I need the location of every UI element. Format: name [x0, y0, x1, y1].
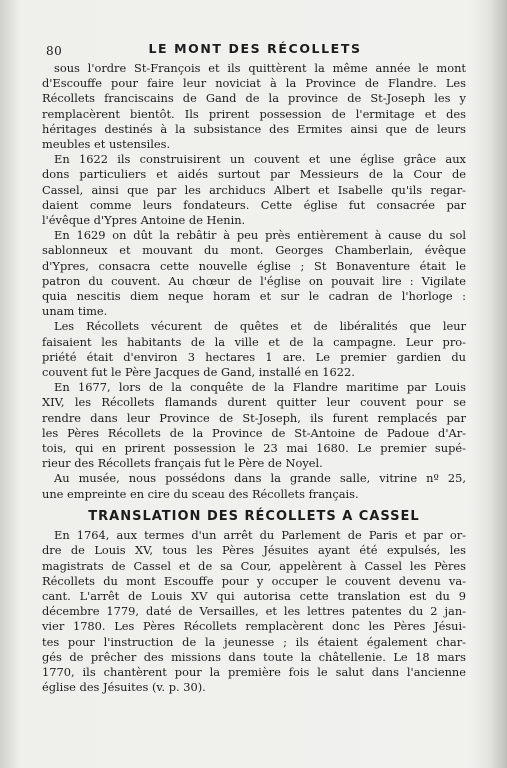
paragraphs-after-section: [42, 528, 466, 695]
text-line: Au musée, nous possédons dans la grande salle, vitrine nº 25,: [54, 471, 466, 486]
text-line: faisaient les habitants de la ville et de la campagne. Leur pro-: [42, 334, 466, 349]
text-line: les Pères Récollets de la Province de St-Antoine de Padoue d'Ar-: [42, 425, 466, 440]
text-line: sablonneux et mouvant du mont. Georges Chamberlain, évêque: [42, 243, 466, 258]
page-header: [40, 40, 470, 60]
text-line: XIV, les Récollets flamands durent quitter leur couvent pour se: [42, 395, 466, 410]
text-line: tes pour l'instruction de la jeunesse ; ils étaient également char-: [42, 634, 466, 649]
text-line: rendre dans leur Province de St-Joseph, ils furent remplacés par: [42, 410, 466, 425]
paragraph: [42, 152, 466, 228]
text-line: 1770, ils chantèrent pour la première fois le salut dans l'ancienne: [42, 664, 466, 679]
text-line: meubles et ustensiles.: [42, 137, 171, 152]
paragraphs-before-section: [42, 61, 466, 502]
paragraph: [42, 380, 466, 471]
section-title: TRANSLATION DES RÉCOLLETS A CASSEL: [88, 508, 420, 524]
text-line: En 1764, aux termes d'un arrêt du Parlement de Paris et par or-: [54, 528, 466, 543]
paragraph: [42, 471, 466, 501]
text-line: patron du couvent. Au chœur de l'église on pouvait lire : Vigilate: [42, 273, 466, 288]
paragraph: [42, 61, 466, 152]
running-title: LE MONT DES RÉCOLLETS: [148, 41, 362, 56]
text-line: vier 1780. Les Pères Récollets remplacèrent donc les Pères Jésui-: [42, 619, 466, 634]
text-line: priété était d'environ 3 hectares 1 are. Le premier gardien du: [42, 349, 466, 364]
paragraph: [42, 528, 466, 695]
text-line: héritages destinés à la subsistance des Ermites ainsi que de leurs: [42, 121, 466, 136]
text-line: d'Ypres, consacra cette nouvelle église ; St Bonaventure était le: [42, 258, 466, 273]
text-line: En 1622 ils construisirent un couvent et une église grâce aux: [54, 152, 466, 167]
text-line: unam time.: [42, 304, 108, 319]
text-line: dre de Louis XV, tous les Pères Jésuites ayant été expulsés, les: [42, 543, 466, 558]
text-line: En 1629 on dût la rebâtir à peu près entièrement à cause du sol: [54, 228, 466, 243]
text-line: cant. L'arrêt de Louis XV qui autorisa cette translation est du 9: [42, 588, 466, 603]
text-line: l'évêque d'Ypres Antoine de Henin.: [42, 213, 246, 228]
page-body: [42, 61, 466, 695]
text-line: magistrats de Cassel et de sa Cour, appelèrent à Cassel les Pères: [42, 558, 466, 573]
text-line: une empreinte en cire du sceau des Récollets français.: [42, 486, 359, 501]
text-line: Cassel, ainsi que par les archiducs Albert et Isabelle qu'ils regar-: [42, 182, 466, 197]
text-line: Récollets du mont Escouffe pour y occuper le couvent devenu va-: [42, 573, 466, 588]
text-line: Récollets franciscains de Gand de la province de St-Joseph les y: [42, 91, 466, 106]
text-line: En 1677, lors de la conquête de la Flandre maritime par Louis: [54, 380, 466, 395]
text-line: sous l'ordre St-François et ils quittèrent la même année le mont: [54, 61, 466, 75]
text-line: quia nescitis diem neque horam et sur le cadran de l'horloge :: [42, 289, 466, 304]
text-line: tois, qui en prirent possession le 23 mai 1680. Le premier supé-: [42, 441, 466, 456]
paragraph: [42, 228, 466, 319]
text-line: couvent fut le Père Jacques de Gand, installé en 1622.: [42, 365, 355, 380]
page-number: 80: [46, 44, 63, 58]
text-line: dons particuliers et aidés surtout par Messieurs de la Cour de: [42, 167, 466, 182]
text-line: d'Escouffe pour faire leur noviciat à la Province de Flandre. Les: [42, 76, 466, 91]
text-line: daient comme leurs fondateurs. Cette église fut consacrée par: [42, 197, 466, 212]
text-line: église des Jésuites (v. p. 30).: [42, 680, 206, 695]
text-line: Les Récollets vécurent de quêtes et de libéralités que leur: [54, 319, 466, 334]
text-line: rieur des Récollets français fut le Père de Noyel.: [42, 456, 323, 471]
text-line: décembre 1779, daté de Versailles, et les lettres patentes du 2 jan-: [42, 604, 466, 619]
text-line: gés de prêcher des missions dans toute la châtellenie. Le 18 mars: [42, 649, 466, 664]
paragraph: [42, 319, 466, 380]
text-line: remplacèrent bientôt. Ils prirent possession de l'ermitage et des: [42, 106, 466, 121]
